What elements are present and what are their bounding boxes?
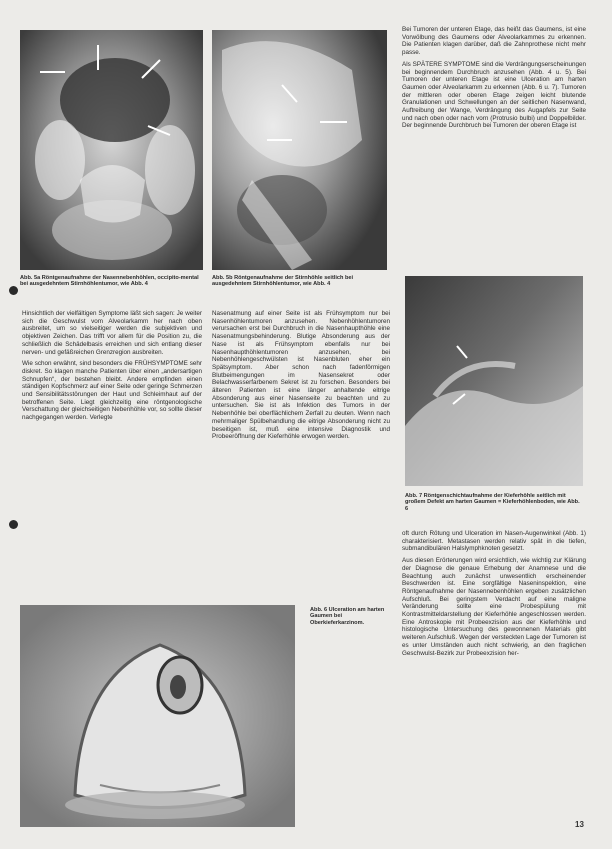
figure-7-xray — [405, 276, 583, 486]
page-number: 13 — [575, 820, 584, 829]
figure-7-caption: Abb. 7 Röntgenschichtaufnahme der Kieferhöhle seitlich mit großem Defekt am harten Gaumen = Kieferhöhlenboden, wie Abb. 6 — [405, 493, 580, 512]
punch-hole — [9, 286, 18, 295]
punch-hole — [9, 520, 18, 529]
middle-column-text — [212, 310, 390, 445]
paragraph: Als SPÄTERE SYMPTOME sind die Verdrängungserscheinungen bei beginnendem Durchbruch anzusehen (Abb. 4 u. 5). Bei Tumoren der unteren Etage ist eine Ulceration am harten Gaumen oder Alveolarkamm zu erkennen (Abb. 6 u. 7). Tumoren der mittleren oder oberen Etage zeigen leicht blutende Granulationen und Schwellungen an der seitlichen Nasenwand, Auftreibung der Wange, Verdrängung des Augapfels zur Seite und nach oben oder nach vorn (Protrusio bulbi) und Doppelbilder. Der beginnende Durchbruch bei Tumoren der oberen Etage ist — [402, 60, 586, 130]
figure-5b-caption: Abb. 5b Röntgenaufnahme der Stirnhöhle seitlich bei ausgedehntem Stirnhöhlentumor, wie Abb. 4 — [212, 275, 354, 288]
figure-5a-xray — [20, 30, 203, 270]
paragraph: Wie schon erwähnt, sind besonders die FRÜHSYMPTOME sehr diskret. So klagen manche Patienten über einen „andersartigen Schnupfen“, der bestehen bleibt. Andere empfinden einen ständigen Kopfschmerz auf einer Seite oder geringe Schmerzen und Sensibilitätsstörungen der Haut und Schleimhaut auf der betroffenen Seite. Liegt gleichzeitig eine röntgenologische Verschattung der gleichseitigen Nebenhöhle vor, so sollte dieser nachgegangen werden. Verlegte — [22, 360, 202, 422]
figure-5a-caption: Abb. 5a Röntgenaufnahme der Nasennebenhöhlen, occipito-mental bei ausgedehntem Stirnhöhlentumor, wie Abb. 4 — [20, 275, 199, 288]
figure-6-caption: Abb. 6 Ulceration am harten Gaumen bei Oberkieferkarzinom. — [310, 607, 385, 626]
paragraph: Hinsichtlich der vielfältigen Symptome läßt sich sagen: Je weiter sich die Geschwulst vom Alveolarkamm her nach oben ausbreitet, um so vielseitiger werden die subjektiven und objektiven Zeichen. Das trifft vor allem für die Position zu, die schließlich die Schädelbasis erreichen und sich entlang dieser nerven- und gefäßreichen Grenzregion ausbreiten. — [22, 310, 202, 356]
right-column-text-top — [402, 26, 586, 134]
right-column-text-bottom — [402, 530, 586, 661]
paragraph: Nasenatmung auf einer Seite ist als Frühsymptom nur bei Nasenhöhlentumoren anzusehen. Nebenhöhlentumoren verursachen erst bei Durchbruch in die Nasenhaupthöhle eine Nasenatmungsbehinderung. Blutige Absonderung aus der Nase ist als Frühsymptom ebenfalls nur bei Nasenhaupthöhlentumoren anzusehen, bei Nebenhöhlengeschwülsten ist Nasenbluten eher ein Spätsymptom. Aber schon nach fadenförmigen Blutbeimengungen im Nasensekret oder Belachwasserfarbenem Sekret ist zu forschen. Besonders bei älteren Patienten ist eine länger anhaltende eitrige Absonderung aus einer Nasenseite zu beachten und zu untersuchen. Sie ist als Infektion des Tumors in der Nebenhöhle bei oberflächlichem Zerfall zu deuten. Wenn nach mehrmaliger Spülbehandlung die eitrige Absonderung nicht zu beseitigen ist, muß eine intensive Diagnostik und Probeeröffnung der Kieferhöhle erwogen werden. — [212, 310, 390, 441]
figure-6-photo — [20, 605, 295, 827]
paragraph: Aus diesen Erörterungen wird ersichtlich, wie wichtig zur Klärung der Diagnose die genaue Erhebung der Anamnese und die Beachtung auch zunächst unwesentlich erscheinender Beschwerden ist. Eine sorgfältige Naseninspektion, eine Röntgenaufnahme der Nasennebenhöhlen ergeben zusätzlichen Aufschluß. Bei geringstem Verdacht auf eine maligne Veränderung sollte eine Probespülung mit Kontrastmitteldarstellung der Kieferhöhle angeschlossen werden. Eine Antroskopie mit Probeexzision aus der Kieferhöhle und histologische Untersuchung des gewonnenen Materials gibt weiteren Aufschluß. Wegen der versteckten Lage der Tumoren ist es unter Umständen auch nicht schwierig, an den fraglichen Geschwulst-Bezirk zur Probeexzision her- — [402, 557, 586, 657]
left-column-text — [22, 310, 202, 426]
paragraph: Bei Tumoren der unteren Etage, das heißt das Gaumens, ist eine Vorwölbung des Gaumens oder Alveolarkammes zu erkennen. Die Patienten klagen darüber, daß die Zahnprothese nicht mehr passe. — [402, 26, 586, 57]
figure-5b-xray — [212, 30, 387, 270]
paragraph: oft durch Rötung und Ulceration im Nasen-Augenwinkel (Abb. 1) charakterisiert. Metastasen werden relativ spät in die tiefen, submandibulären Halslymphknoten gesetzt. — [402, 530, 586, 553]
